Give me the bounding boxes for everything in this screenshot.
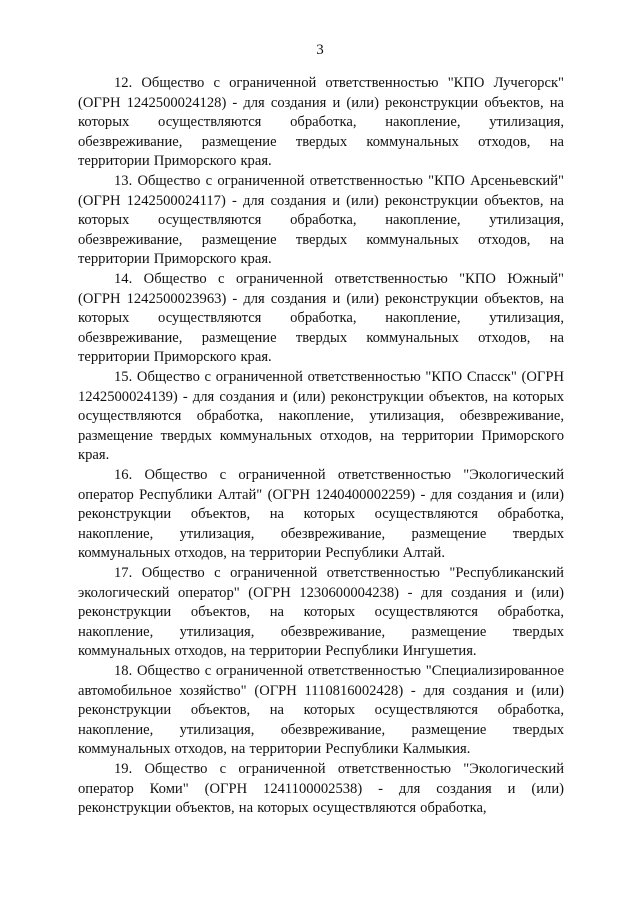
paragraph-item-18: 18. Общество с ограниченной ответственностью "Специализированное автомобильное хозяйство" (ОГРН 1110816002428) - для создания и (или) реконструкции объектов, на которых осуществляются обработка, накопление, утилизация, обезвреживание, размещение твердых коммунальных отходов, на территории Республики Калмыкия. — [78, 663, 564, 757]
page-number: 3 — [316, 42, 324, 58]
paragraph-item-17: 17. Общество с ограниченной ответственностью "Республиканский экологический оператор" (ОГРН 1230600004238) - для создания и (или) реконструкции объектов, на которых осуществляются обработка, накопление, утилизация, обезвреживание, размещение твердых коммунальных отходов, на территории Республики Ингушетия. — [78, 565, 564, 659]
paragraph-item-16: 16. Общество с ограниченной ответственностью "Экологический оператор Республики Алтай" (ОГРН 1240400002259) - для создания и (или) реконструкции объектов, на которых осуществляются обработка, накопление, утилизация, обезвреживание, размещение твердых коммунальных отходов, на территории Республики Алтай. — [78, 467, 564, 561]
paragraph-item-14: 14. Общество с ограниченной ответственностью "КПО Южный" (ОГРН 1242500023963) - для создания и (или) реконструкции объектов, на которых осуществляются обработка, накопление, утилизация, обезвреживание, размещение твердых коммунальных отходов, на территории Приморского края. — [78, 271, 564, 365]
document-body — [78, 74, 564, 819]
paragraph-item-15: 15. Общество с ограниченной ответственностью "КПО Спасск" (ОГРН 1242500024139) - для создания и (или) реконструкции объектов, на которых осуществляются обработка, накопление, утилизация, обезвреживание, размещение твердых коммунальных отходов, на территории Приморского края. — [78, 369, 564, 463]
paragraph-item-19: 19. Общество с ограниченной ответственностью "Экологический оператор Коми" (ОГРН 1241100002538) - для создания и (или) реконструкции объектов, на которых осуществляются обработка, — [78, 761, 564, 816]
paragraph-item-13: 13. Общество с ограниченной ответственностью "КПО Арсеньевский" (ОГРН 1242500024117) - для создания и (или) реконструкции объектов, на которых осуществляются обработка, накопление, утилизация, обезвреживание, размещение твердых коммунальных отходов, на территории Приморского края. — [78, 173, 564, 267]
paragraph-item-12: 12. Общество с ограниченной ответственностью "КПО Лучегорск" (ОГРН 1242500024128) - для создания и (или) реконструкции объектов, на которых осуществляются обработка, накопление, утилизация, обезвреживание, размещение твердых коммунальных отходов, на территории Приморского края. — [78, 75, 564, 169]
